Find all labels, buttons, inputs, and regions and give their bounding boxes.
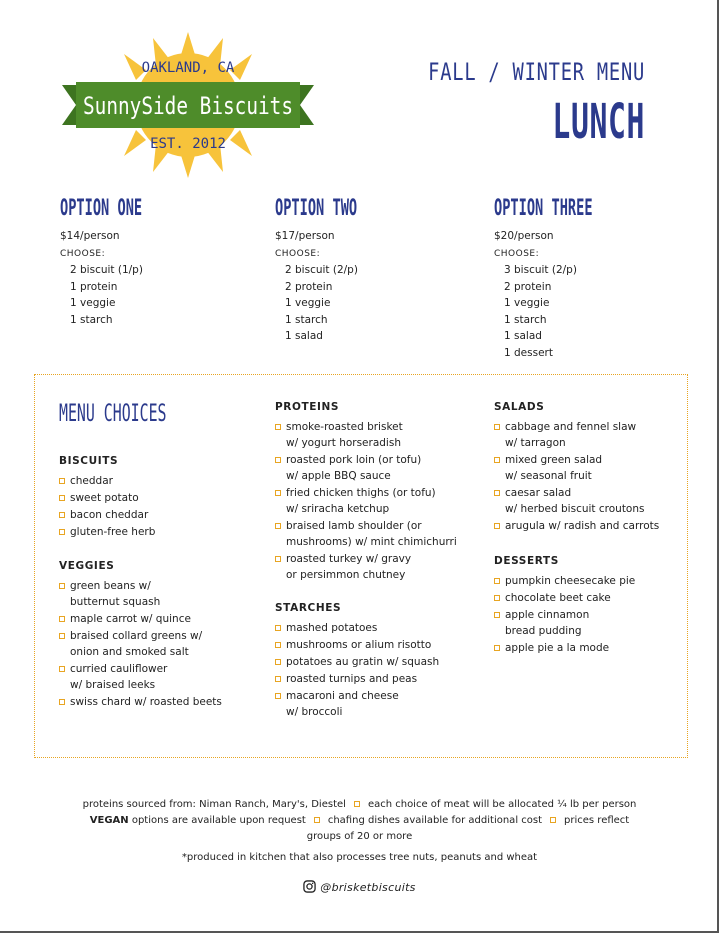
list-item: fried chicken thighs (or tofu) w/ sriracha ketchup <box>275 485 475 517</box>
list-item: apple cinnamon bread pudding <box>494 607 684 639</box>
square-bullet-icon <box>275 625 281 631</box>
option-three <box>494 196 653 361</box>
list-item: chocolate beet cake <box>494 590 684 606</box>
option-one <box>60 196 192 328</box>
footer-vegan-note: options are available upon request <box>131 815 306 826</box>
option-item: 1 veggie <box>504 297 550 309</box>
option-item: 1 veggie <box>70 297 116 309</box>
square-bullet-icon <box>494 523 500 529</box>
square-bullet-icon <box>494 578 500 584</box>
option-item: 2 biscuit (2/p) <box>285 264 358 276</box>
square-bullet-icon <box>59 529 65 535</box>
square-bullet-icon <box>59 512 65 518</box>
option-item: 3 biscuit (2/p) <box>504 264 577 276</box>
square-bullet-icon <box>494 645 500 651</box>
list-item: apple pie a la mode <box>494 640 684 656</box>
list-item: cabbage and fennel slaw w/ tarragon <box>494 419 684 451</box>
option-item: 1 dessert <box>504 346 553 359</box>
salads-section <box>494 401 684 535</box>
square-bullet-icon <box>59 666 65 672</box>
list-item: braised collard greens w/ onion and smoked salt <box>59 628 269 660</box>
footer-prices: prices reflect <box>564 815 630 826</box>
list-item: mixed green salad w/ seasonal fruit <box>494 452 684 484</box>
square-bullet-icon <box>275 659 281 665</box>
option-price: $20/person <box>494 230 554 242</box>
square-bullet-icon <box>275 642 281 648</box>
proteins-section <box>275 401 475 584</box>
list-item: arugula w/ radish and carrots <box>494 518 684 534</box>
starches-section <box>275 602 475 721</box>
instagram-icon <box>303 880 316 893</box>
footer-chafing: chafing dishes available for additional cost <box>327 815 543 826</box>
list-item: roasted pork loin (or tofu) w/ apple BBQ sauce <box>275 452 475 484</box>
footer-line-3: groups of 20 or more <box>306 831 413 842</box>
option-two <box>275 196 407 345</box>
list-item: smoke-roasted brisket w/ yogurt horseradish <box>275 419 475 451</box>
instagram-label: @brisketbiscuits <box>320 881 416 894</box>
list-item: macaroni and cheese w/ broccoli <box>275 688 475 720</box>
option-item: 1 starch <box>504 313 547 326</box>
square-bullet-icon <box>550 817 556 823</box>
category-heading: VEGGIES <box>59 560 115 572</box>
category-heading: SALADS <box>494 401 545 413</box>
option-item: 1 veggie <box>285 297 331 309</box>
footer-sourcing: proteins sourced from: Niman Ranch, Mary's, Diestel <box>82 799 346 810</box>
desserts-section <box>494 555 684 657</box>
logo-name: SunnySide Biscuits <box>83 92 293 120</box>
square-bullet-icon <box>59 616 65 622</box>
logo-location: OAKLAND, CA <box>141 60 235 76</box>
footer-line-1 <box>0 797 719 813</box>
list-item: maple carrot w/ quince <box>59 611 269 627</box>
option-choose-label: CHOOSE: <box>494 248 540 259</box>
square-bullet-icon <box>494 490 500 496</box>
menu-choices-box <box>34 374 688 758</box>
square-bullet-icon <box>59 583 65 589</box>
square-bullet-icon <box>275 490 281 496</box>
option-item: 2 protein <box>285 280 333 293</box>
category-heading: PROTEINS <box>275 401 340 413</box>
square-bullet-icon <box>494 612 500 618</box>
list-item: braised lamb shoulder (or mushrooms) w/ mint chimichurri <box>275 518 475 550</box>
biscuits-section <box>59 455 259 541</box>
veggies-section <box>59 560 269 711</box>
menu-title <box>367 58 645 150</box>
option-item: 1 salad <box>285 330 323 342</box>
list-item: sweet potato <box>59 490 259 506</box>
list-item: gluten-free herb <box>59 524 259 540</box>
list-item: green beans w/ butternut squash <box>59 578 269 610</box>
option-title: OPTION TWO <box>275 196 358 221</box>
square-bullet-icon <box>494 595 500 601</box>
list-item: caesar salad w/ herbed biscuit croutons <box>494 485 684 517</box>
option-item: 1 salad <box>504 330 542 342</box>
list-item: roasted turnips and peas <box>275 671 475 687</box>
season-label: FALL / WINTER MENU <box>428 58 645 86</box>
square-bullet-icon <box>59 495 65 501</box>
square-bullet-icon <box>275 556 281 562</box>
footer-line-2 <box>0 813 719 829</box>
square-bullet-icon <box>275 523 281 529</box>
instagram-handle[interactable] <box>0 880 719 894</box>
list-item: mushrooms or alium risotto <box>275 637 475 653</box>
square-bullet-icon <box>275 457 281 463</box>
option-price: $17/person <box>275 230 335 242</box>
option-item: 1 protein <box>70 280 118 293</box>
list-item: cheddar <box>59 473 259 489</box>
option-title: OPTION THREE <box>494 196 593 221</box>
square-bullet-icon <box>59 478 65 484</box>
option-item: 2 protein <box>504 280 552 293</box>
list-item: swiss chard w/ roasted beets <box>59 694 269 710</box>
list-item: pumpkin cheesecake pie <box>494 573 684 589</box>
category-heading: STARCHES <box>275 602 342 614</box>
sunnyside-logo <box>58 30 318 180</box>
option-price: $14/person <box>60 230 120 242</box>
list-item: curried cauliflower w/ braised leeks <box>59 661 269 693</box>
list-item: potatoes au gratin w/ squash <box>275 654 475 670</box>
square-bullet-icon <box>494 457 500 463</box>
footer-allocation: each choice of meat will be allocated ¼ lb per person <box>367 799 637 810</box>
square-bullet-icon <box>275 424 281 430</box>
option-item: 2 biscuit (1/p) <box>70 264 143 276</box>
option-choose-label: CHOOSE: <box>60 248 106 259</box>
option-title: OPTION ONE <box>60 196 143 221</box>
logo-established: EST. 2012 <box>150 136 226 152</box>
menu-choices-title: MENU CHOICES <box>59 399 167 427</box>
category-heading: BISCUITS <box>59 455 119 467</box>
option-item: 1 starch <box>285 313 328 326</box>
square-bullet-icon <box>494 424 500 430</box>
square-bullet-icon <box>275 676 281 682</box>
category-heading: DESSERTS <box>494 555 559 567</box>
footer-vegan: VEGAN <box>89 815 129 826</box>
square-bullet-icon <box>314 817 320 823</box>
list-item: roasted turkey w/ gravy or persimmon chutney <box>275 551 475 583</box>
option-item: 1 starch <box>70 313 113 326</box>
list-item: mashed potatoes <box>275 620 475 636</box>
square-bullet-icon <box>275 693 281 699</box>
option-choose-label: CHOOSE: <box>275 248 321 259</box>
square-bullet-icon <box>354 801 360 807</box>
square-bullet-icon <box>59 699 65 705</box>
allergen-note: *produced in kitchen that also processes tree nuts, peanuts and wheat <box>181 852 538 863</box>
meal-label: LUNCH <box>552 94 645 150</box>
square-bullet-icon <box>59 633 65 639</box>
list-item: bacon cheddar <box>59 507 259 523</box>
